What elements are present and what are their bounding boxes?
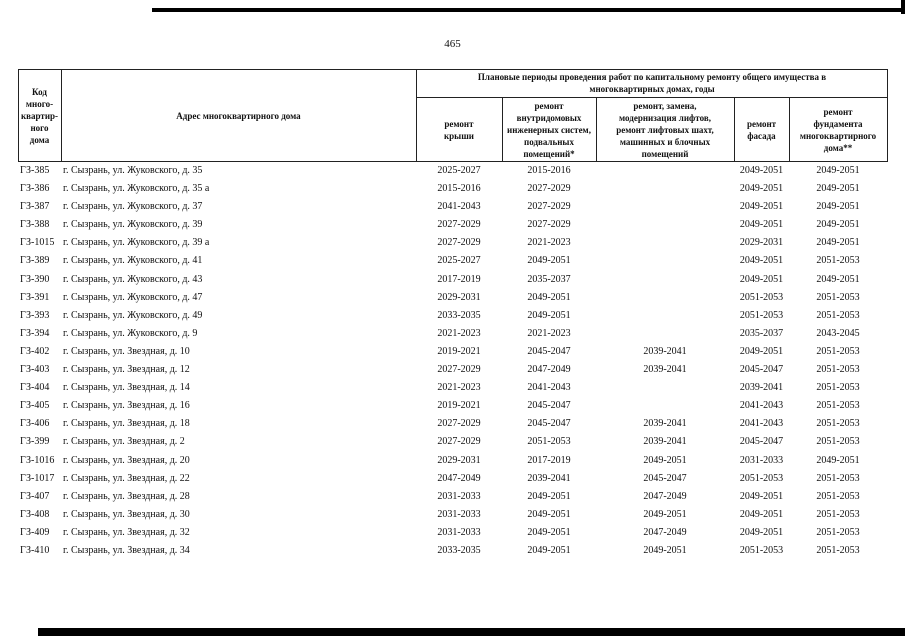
cell-facade: 2049-2051: [739, 201, 784, 213]
cell-code: ГЗ-1017: [20, 472, 55, 484]
cell-foundation: 2051-2053: [816, 400, 860, 412]
cell-facade: 2049-2051: [739, 508, 784, 520]
cell-roof: 2031-2033: [437, 508, 481, 520]
table-row: [18, 415, 888, 433]
table-row: [18, 325, 888, 343]
table-row: [18, 180, 888, 198]
cell-code: ГЗ-408: [20, 508, 50, 520]
cell-code: ГЗ-394: [20, 327, 50, 339]
cell-foundation: 2051-2053: [816, 309, 860, 321]
scan-edge-bottom: [38, 628, 905, 636]
cell-facade: 2049-2051: [739, 165, 784, 176]
cell-roof: 2019-2021: [437, 400, 481, 412]
cell-address: г. Сызрань, ул. Жуковского, д. 39 а: [63, 237, 210, 249]
table-row: [18, 379, 888, 397]
cell-roof: 2025-2027: [437, 165, 481, 176]
cell-engineering: 2045-2047: [527, 345, 571, 357]
cell-engineering: 2049-2051: [527, 490, 571, 502]
cell-lifts: 2045-2047: [643, 472, 687, 484]
cell-foundation: 2051-2053: [816, 345, 860, 357]
cell-foundation: 2043-2045: [816, 327, 860, 339]
cell-address: г. Сызрань, ул. Звездная, д. 14: [63, 382, 190, 394]
cell-code: ГЗ-388: [20, 219, 50, 231]
cell-foundation: 2051-2053: [816, 382, 860, 394]
table-row: [18, 470, 888, 488]
cell-facade: 2041-2043: [739, 418, 784, 430]
cell-facade: 2031-2033: [739, 454, 784, 466]
cell-engineering: 2051-2053: [527, 436, 571, 448]
cell-foundation: 2049-2051: [816, 454, 860, 466]
cell-engineering: 2027-2029: [527, 219, 571, 231]
cell-foundation: 2051-2053: [816, 418, 860, 430]
cell-facade: 2051-2053: [739, 472, 784, 484]
table-row: [18, 307, 888, 325]
cell-address: г. Сызрань, ул. Жуковского, д. 37: [63, 201, 203, 213]
cell-code: ГЗ-1015: [20, 237, 55, 249]
cell-foundation: 2049-2051: [816, 273, 860, 285]
cell-foundation: 2051-2053: [816, 526, 860, 538]
cell-engineering: 2021-2023: [527, 237, 571, 249]
cell-address: г. Сызрань, ул. Звездная, д. 28: [63, 490, 190, 502]
cell-lifts: 2039-2041: [643, 418, 687, 430]
cell-facade: 2051-2053: [739, 309, 784, 321]
cell-engineering: 2027-2029: [527, 201, 571, 213]
header-address: Адрес многоквартирного дома: [176, 110, 301, 121]
cell-lifts: 2049-2051: [643, 508, 687, 520]
cell-facade: 2029-2031: [739, 237, 784, 249]
cell-foundation: 2051-2053: [816, 255, 860, 267]
cell-engineering: 2049-2051: [527, 255, 571, 267]
cell-facade: 2035-2037: [739, 327, 784, 339]
table-row: [18, 524, 888, 542]
cell-roof: 2017-2019: [437, 273, 481, 285]
cell-code: ГЗ-406: [20, 418, 50, 430]
scan-edge-right: [901, 0, 905, 14]
cell-lifts: 2049-2051: [643, 454, 687, 466]
cell-engineering: 2045-2047: [527, 418, 571, 430]
cell-code: ГЗ-389: [20, 255, 50, 267]
cell-facade: 2051-2053: [739, 544, 784, 556]
cell-foundation: 2049-2051: [816, 201, 860, 213]
header-roof: ремонт крыши: [443, 118, 474, 141]
cell-roof: 2015-2016: [437, 183, 481, 195]
cell-address: г. Сызрань, ул. Жуковского, д. 43: [63, 273, 203, 285]
cell-roof: 2027-2029: [437, 237, 481, 249]
cell-facade: 2049-2051: [739, 490, 784, 502]
cell-address: г. Сызрань, ул. Звездная, д. 16: [63, 400, 190, 412]
cell-roof: 2027-2029: [437, 418, 481, 430]
table-row: [18, 542, 888, 560]
cell-address: г. Сызрань, ул. Звездная, д. 2: [63, 436, 185, 448]
cell-code: ГЗ-387: [20, 201, 50, 213]
cell-roof: 2021-2023: [437, 382, 481, 394]
cell-code: ГЗ-404: [20, 382, 50, 394]
cell-engineering: 2049-2051: [527, 309, 571, 321]
cell-foundation: 2049-2051: [816, 219, 860, 231]
cell-address: г. Сызрань, ул. Звездная, д. 18: [63, 418, 190, 430]
cell-roof: 2021-2023: [437, 327, 481, 339]
cell-foundation: 2049-2051: [816, 237, 860, 249]
cell-lifts: 2047-2049: [643, 526, 687, 538]
cell-address: г. Сызрань, ул. Жуковского, д. 47: [63, 291, 203, 303]
cell-engineering: 2017-2019: [527, 454, 571, 466]
table-row: [18, 198, 888, 216]
cell-facade: 2049-2051: [739, 255, 784, 267]
cell-lifts: 2039-2041: [643, 436, 687, 448]
cell-facade: 2049-2051: [739, 526, 784, 538]
cell-foundation: 2051-2053: [816, 472, 860, 484]
cell-facade: 2045-2047: [739, 364, 784, 376]
cell-lifts: 2047-2049: [643, 490, 687, 502]
cell-code: ГЗ-407: [20, 490, 50, 502]
cell-address: г. Сызрань, ул. Звездная, д. 32: [63, 526, 190, 538]
cell-engineering: 2039-2041: [527, 472, 571, 484]
cell-facade: 2049-2051: [739, 183, 784, 195]
cell-roof: 2029-2031: [437, 454, 481, 466]
cell-code: ГЗ-393: [20, 309, 50, 321]
page-number: 465: [444, 38, 461, 50]
header-engineering: ремонт внутридомовых инженерных систем, подвальных помещений*: [507, 100, 591, 159]
cell-engineering: 2049-2051: [527, 291, 571, 303]
table-row: [18, 343, 888, 361]
table-row: [18, 397, 888, 415]
cell-roof: 2027-2029: [437, 364, 481, 376]
cell-foundation: 2051-2053: [816, 508, 860, 520]
cell-code: ГЗ-402: [20, 345, 50, 357]
cell-lifts: 2049-2051: [643, 544, 687, 556]
cell-facade: 2041-2043: [739, 400, 784, 412]
cell-foundation: 2051-2053: [816, 436, 860, 448]
cell-facade: 2039-2041: [739, 382, 784, 394]
cell-address: г. Сызрань, ул. Жуковского, д. 39: [63, 219, 203, 231]
table-header: [18, 69, 888, 162]
table-row: [18, 162, 888, 180]
cell-engineering: 2049-2051: [527, 544, 571, 556]
cell-address: г. Сызрань, ул. Жуковского, д. 49: [63, 309, 203, 321]
cell-engineering: 2047-2049: [527, 364, 571, 376]
cell-roof: 2029-2031: [437, 291, 481, 303]
cell-roof: 2031-2033: [437, 526, 481, 538]
table-row: [18, 252, 888, 270]
cell-address: г. Сызрань, ул. Жуковского, д. 9: [63, 327, 198, 339]
cell-code: ГЗ-405: [20, 400, 50, 412]
cell-facade: 2045-2047: [739, 436, 784, 448]
header-periods: Плановые периоды проведения работ по капитальному ремонту общего имущества в многоквартирных домах, годы: [477, 72, 827, 94]
table-row: [18, 234, 888, 252]
cell-address: г. Сызрань, ул. Звездная, д. 12: [63, 364, 190, 376]
cell-code: ГЗ-386: [20, 183, 50, 195]
cell-engineering: 2021-2023: [527, 327, 571, 339]
header-facade: ремонт фасада: [746, 118, 777, 141]
table-row: [18, 216, 888, 234]
cell-code: ГЗ-385: [20, 165, 50, 176]
cell-foundation: 2049-2051: [816, 165, 860, 176]
cell-facade: 2049-2051: [739, 219, 784, 231]
cell-roof: 2025-2027: [437, 255, 481, 267]
cell-roof: 2041-2043: [437, 201, 481, 213]
cell-engineering: 2049-2051: [527, 508, 571, 520]
cell-engineering: 2041-2043: [527, 382, 571, 394]
cell-code: ГЗ-1016: [20, 454, 55, 466]
header-foundation: ремонт фундамента многоквартирного дома**: [799, 106, 877, 153]
cell-foundation: 2051-2053: [816, 544, 860, 556]
cell-roof: 2019-2021: [437, 345, 481, 357]
table-row: [18, 289, 888, 307]
cell-roof: 2027-2029: [437, 219, 481, 231]
cell-lifts: 2039-2041: [643, 345, 687, 357]
cell-engineering: 2027-2029: [527, 183, 571, 195]
table-body: [18, 162, 888, 560]
table-row: [18, 361, 888, 379]
cell-facade: 2049-2051: [739, 273, 784, 285]
cell-address: г. Сызрань, ул. Жуковского, д. 35 а: [63, 183, 210, 195]
header-code: Код много- квартир- ного дома: [20, 86, 59, 145]
table-row: [18, 452, 888, 470]
cell-engineering: 2015-2016: [527, 165, 571, 176]
cell-address: г. Сызрань, ул. Звездная, д. 22: [63, 472, 190, 484]
cell-facade: 2051-2053: [739, 291, 784, 303]
table-row: [18, 488, 888, 506]
cell-address: г. Сызрань, ул. Звездная, д. 30: [63, 508, 190, 520]
cell-lifts: 2039-2041: [643, 364, 687, 376]
table-row: [18, 506, 888, 524]
cell-foundation: 2051-2053: [816, 291, 860, 303]
cell-address: г. Сызрань, ул. Жуковского, д. 35: [63, 165, 203, 176]
cell-facade: 2049-2051: [739, 345, 784, 357]
header-lifts: ремонт, замена, модернизация лифтов, ремонт лифтовых шахт, машинных и блочных помещений: [616, 100, 714, 159]
cell-roof: 2031-2033: [437, 490, 481, 502]
cell-code: ГЗ-390: [20, 273, 50, 285]
cell-engineering: 2049-2051: [527, 526, 571, 538]
table-row: [18, 433, 888, 451]
cell-roof: 2047-2049: [437, 472, 481, 484]
cell-code: ГЗ-409: [20, 526, 50, 538]
cell-address: г. Сызрань, ул. Жуковского, д. 41: [63, 255, 203, 267]
cell-foundation: 2051-2053: [816, 490, 860, 502]
cell-code: ГЗ-391: [20, 291, 50, 303]
cell-address: г. Сызрань, ул. Звездная, д. 20: [63, 454, 190, 466]
cell-engineering: 2045-2047: [527, 400, 571, 412]
cell-code: ГЗ-403: [20, 364, 50, 376]
cell-code: ГЗ-410: [20, 544, 50, 556]
cell-code: ГЗ-399: [20, 436, 50, 448]
cell-roof: 2033-2035: [437, 309, 481, 321]
scan-edge-top: [152, 8, 905, 12]
cell-address: г. Сызрань, ул. Звездная, д. 34: [63, 544, 190, 556]
cell-address: г. Сызрань, ул. Звездная, д. 10: [63, 345, 190, 357]
table-row: [18, 271, 888, 289]
cell-engineering: 2035-2037: [527, 273, 571, 285]
cell-roof: 2033-2035: [437, 544, 481, 556]
cell-foundation: 2051-2053: [816, 364, 860, 376]
cell-roof: 2027-2029: [437, 436, 481, 448]
cell-foundation: 2049-2051: [816, 183, 860, 195]
